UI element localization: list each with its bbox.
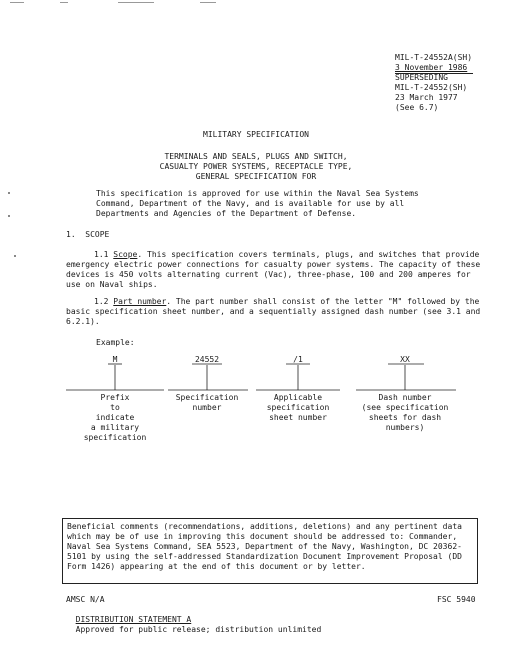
part-number-diagram <box>0 352 512 462</box>
paragraph-1-2 <box>66 297 486 327</box>
para-text: . This specification covers terminals, plugs, and switches that provide emergency electric power connections for casualty power systems. The capacity of these devices is 450 volts alternating current (Vac), three-phase, 100 and 200 amperes for use on Naval ships. <box>66 250 481 289</box>
scan-speck <box>14 255 16 257</box>
paragraph-1-1 <box>66 250 486 290</box>
old-doc-date: 23 March 1977 <box>395 93 458 102</box>
spec-title-line1: TERMINALS AND SEALS, PLUGS AND SWITCH, <box>164 152 348 161</box>
scan-mark <box>200 2 216 3</box>
part-desc-line: a military <box>90 423 140 432</box>
scan-mark <box>10 2 24 3</box>
example-label: Example: <box>96 338 135 347</box>
para-title: Scope <box>113 250 138 259</box>
distribution-statement <box>66 605 321 635</box>
old-doc-id: MIL-T-24552(SH) <box>395 83 468 92</box>
spec-heading: MILITARY SPECIFICATION <box>203 130 309 139</box>
part-code-sheet: /1 <box>293 355 303 364</box>
doc-date: 3 November 1986 <box>395 63 468 72</box>
part-desc-line: (see specification <box>361 403 449 412</box>
part-desc-line: Dash number <box>378 393 432 402</box>
scan-mark <box>118 2 154 3</box>
spec-title-line2: CASUALTY POWER SYSTEMS, RECEPTACLE TYPE, <box>159 162 353 171</box>
part-code-spec: 24552 <box>194 355 220 364</box>
scan-speck <box>8 192 10 194</box>
part-desc-line: Prefix <box>100 393 130 402</box>
para-text: . The part number shall consist of the letter "M" followed by the basic specification sheet number, and a sequentially assigned dash number (see 3.1 and 6.2.1). <box>66 297 481 326</box>
superseding-label: SUPERSEDING <box>395 73 448 82</box>
part-desc-line: numbers) <box>385 423 425 432</box>
amsc-label: AMSC N/A <box>66 595 105 604</box>
part-desc-line: sheets for dash <box>368 413 442 422</box>
part-desc-line: number <box>192 403 222 412</box>
doc-id: MIL-T-24552A(SH) <box>395 53 473 62</box>
comments-text: Beneficial comments (recommendations, additions, deletions) and any pertinent data which may be of use in improving this document should be addressed to: Commander, Naval Sea Systems Command, SEA 5523, Department of the Navy, Washington, DC 20362-5101 by using the self-addressed Standardization Document Improvement Proposal (DD Form 1426) appearing at the end of this document or by letter. <box>67 522 462 571</box>
para-number: 1.2 <box>94 297 109 306</box>
part-desc-line: sheet number <box>269 413 327 422</box>
part-code-prefix: M <box>112 355 118 364</box>
distribution-text: Approved for public release; distribution unlimited <box>75 625 322 634</box>
part-desc-line: indicate <box>95 413 135 422</box>
part-code-dash: XX <box>400 355 410 364</box>
fsc-label: FSC 5940 <box>437 595 476 604</box>
part-desc-line: specification <box>266 403 330 412</box>
part-desc-line: Applicable <box>273 393 323 402</box>
part-desc-line: specification <box>83 433 147 442</box>
para-number: 1.1 <box>94 250 109 259</box>
part-desc-line: Specification <box>175 393 239 402</box>
see-reference: (See 6.7) <box>395 103 439 112</box>
scan-speck <box>8 215 10 217</box>
scan-mark <box>60 2 68 3</box>
para-title: Part number <box>113 297 167 306</box>
part-desc-line: to <box>110 403 120 412</box>
spec-title-line3: GENERAL SPECIFICATION FOR <box>195 172 317 181</box>
section-heading: 1. SCOPE <box>66 230 110 239</box>
distribution-label: DISTRIBUTION STATEMENT A <box>75 615 192 624</box>
approval-paragraph: This specification is approved for use within the Naval Sea Systems Command, Department of the Navy, and is available for use by all Departments and Agencies of the Department of Defense. <box>96 189 419 218</box>
comments-box <box>62 518 478 584</box>
